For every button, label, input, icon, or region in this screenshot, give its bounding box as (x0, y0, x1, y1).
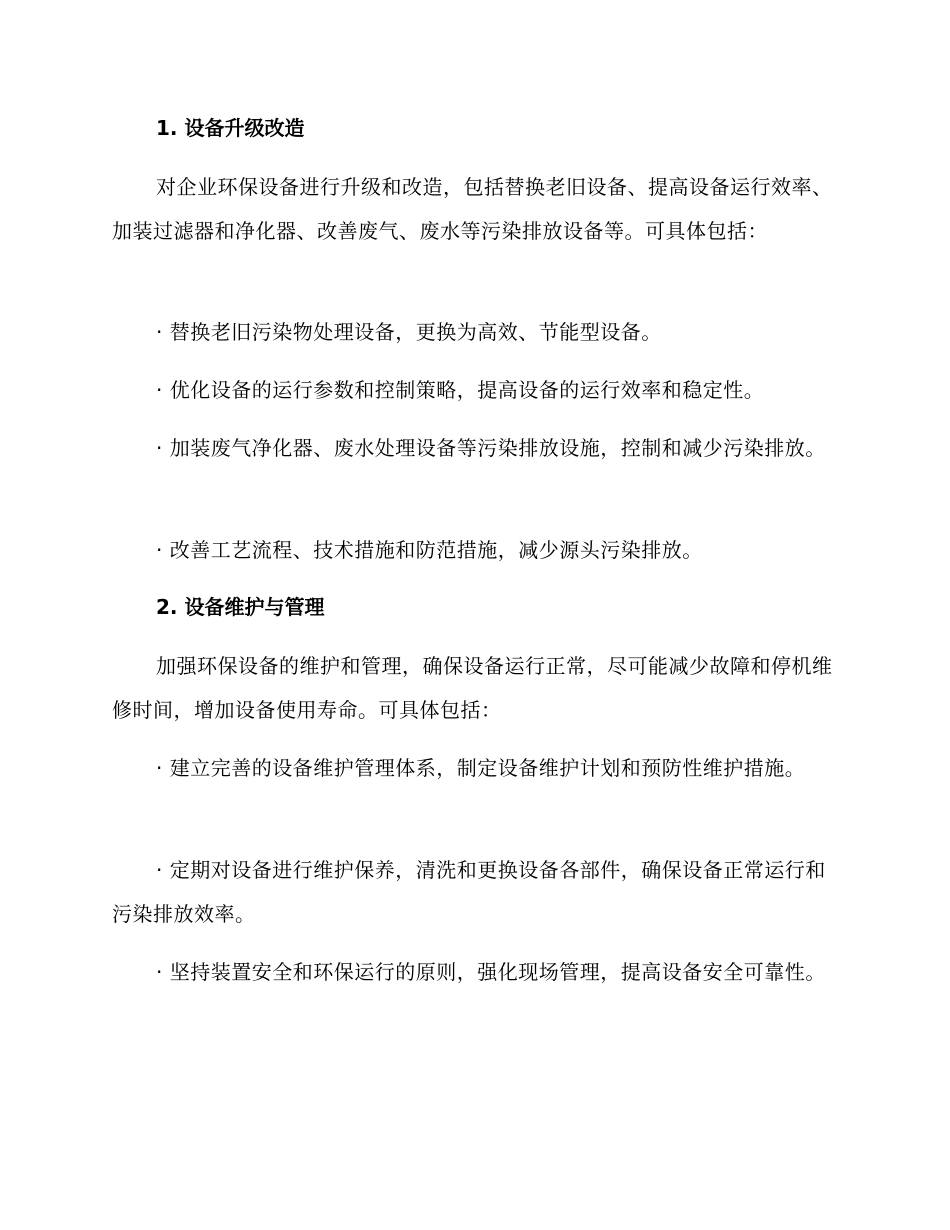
section-2-bullet-2: · 定期对设备进行维护保养，清洗和更换设备各部件，确保设备正常运行和污染排放效率。 (112, 858, 826, 926)
section-1-bullet-4: · 改善工艺流程、技术措施和防范措施，减少源头污染排放。 (156, 538, 703, 562)
section-2-heading: 2. 设备维护与管理 (156, 595, 325, 619)
section-1-bullet-1: · 替换老旧污染物处理设备，更换为高效、节能型设备。 (156, 320, 662, 344)
section-2-intro: 加强环保设备的维护和管理，确保设备运行正常，尽可能减少故障和停机维修时间，增加设备使用寿命。可具体包括： (112, 654, 833, 722)
section-2-bullet-1: · 建立完善的设备维护管理体系，制定设备维护计划和预防性维护措施。 (156, 756, 806, 780)
section-1-intro: 对企业环保设备进行升级和改造，包括替换老旧设备、提高设备运行效率、加装过滤器和净化器、改善废气、废水等污染排放设备等。可具体包括： (112, 175, 833, 243)
section-1-heading: 1. 设备升级改造 (156, 116, 305, 140)
section-1-bullet-3: · 加装废气净化器、废水处理设备等污染排放设施，控制和减少污染排放。 (156, 436, 826, 460)
section-1-bullet-2: · 优化设备的运行参数和控制策略，提高设备的运行效率和稳定性。 (156, 378, 765, 402)
section-2-bullet-3: · 坚持装置安全和环保运行的原则，强化现场管理，提高设备安全可靠性。 (156, 960, 826, 984)
